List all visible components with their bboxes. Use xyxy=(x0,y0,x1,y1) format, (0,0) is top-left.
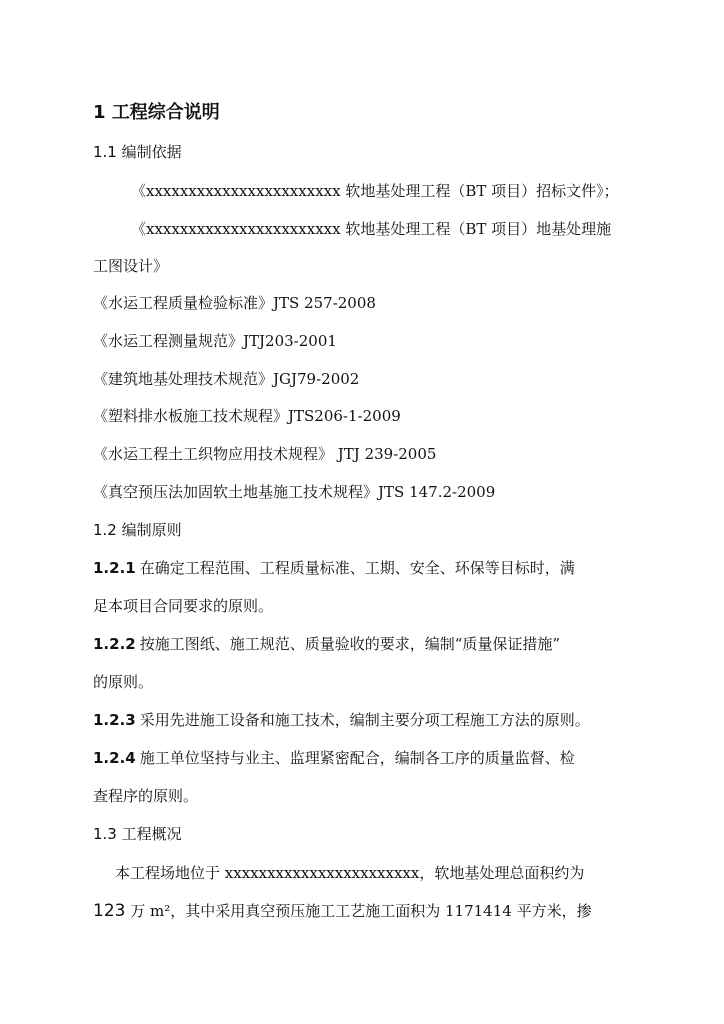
reference-item: 《塑料排水板施工技术规程》JTS206-1-2009 xyxy=(93,407,401,425)
principle-text-continuation: 足本项目合同要求的原则。 xyxy=(93,597,274,615)
section-1-title: 工程综合说明 xyxy=(111,102,220,123)
section-1-2-heading: 1.2 编制原则 xyxy=(93,521,182,539)
reference-item: 《水运工程土工织物应用技术规程》 JTJ 239-2005 xyxy=(93,445,437,463)
reference-item: 《真空预压法加固软土地基施工技术规程》JTS 147.2-2009 xyxy=(93,483,496,501)
overview-paragraph-line: 本工程场地位于 xxxxxxxxxxxxxxxxxxxxxxx，软地基处理总面积约为 xyxy=(115,864,585,882)
section-1-heading xyxy=(93,103,220,123)
principle-item xyxy=(93,748,575,768)
reference-item: 《水运工程质量检验标准》JTS 257-2008 xyxy=(93,294,376,312)
overview-paragraph-text: 万 m²，其中采用真空预压施工工艺施工面积为 1171414 平方米，掺 xyxy=(125,902,592,920)
principle-item xyxy=(93,558,575,578)
principle-number: 1.2.3 xyxy=(93,711,136,729)
principle-text: 按施工图纸、施工规范、质量验收的要求，编制“质量保证措施” xyxy=(139,635,561,653)
principle-text-continuation: 查程序的原则。 xyxy=(93,787,199,805)
principle-text: 采用先进施工设备和施工技术，编制主要分项工程施工方法的原则。 xyxy=(139,711,590,729)
principle-number: 1.2.2 xyxy=(93,635,136,653)
principle-text: 施工单位坚持与业主、监理紧密配合，编制各工序的质量监督、检 xyxy=(139,749,575,767)
section-1-1-heading: 1.1 编制依据 xyxy=(93,143,182,161)
overview-paragraph-line xyxy=(93,901,592,921)
reference-item: 《水运工程测量规范》JTJ203-2001 xyxy=(93,332,337,350)
reference-item-continuation: 工图设计》 xyxy=(93,257,169,275)
principle-text: 在确定工程范围、工程质量标准、工期、安全、环保等目标时，满 xyxy=(139,559,575,577)
overview-area-number: 123 xyxy=(93,901,126,921)
principle-number: 1.2.4 xyxy=(93,749,136,767)
principle-item xyxy=(93,634,560,654)
reference-item: 《xxxxxxxxxxxxxxxxxxxxxxx 软地基处理工程（BT 项目）地基处理施 xyxy=(131,220,612,238)
principle-number: 1.2.1 xyxy=(93,559,136,577)
section-1-3-heading: 1.3 工程概况 xyxy=(93,825,182,843)
reference-item: 《xxxxxxxxxxxxxxxxxxxxxxx 软地基处理工程（BT 项目）招标文件》； xyxy=(131,182,619,200)
principle-item xyxy=(93,710,590,730)
principle-text-continuation: 的原则。 xyxy=(93,673,154,691)
reference-item: 《建筑地基处理技术规范》JGJ79-2002 xyxy=(93,370,360,388)
section-1-number: 1 xyxy=(93,102,106,123)
